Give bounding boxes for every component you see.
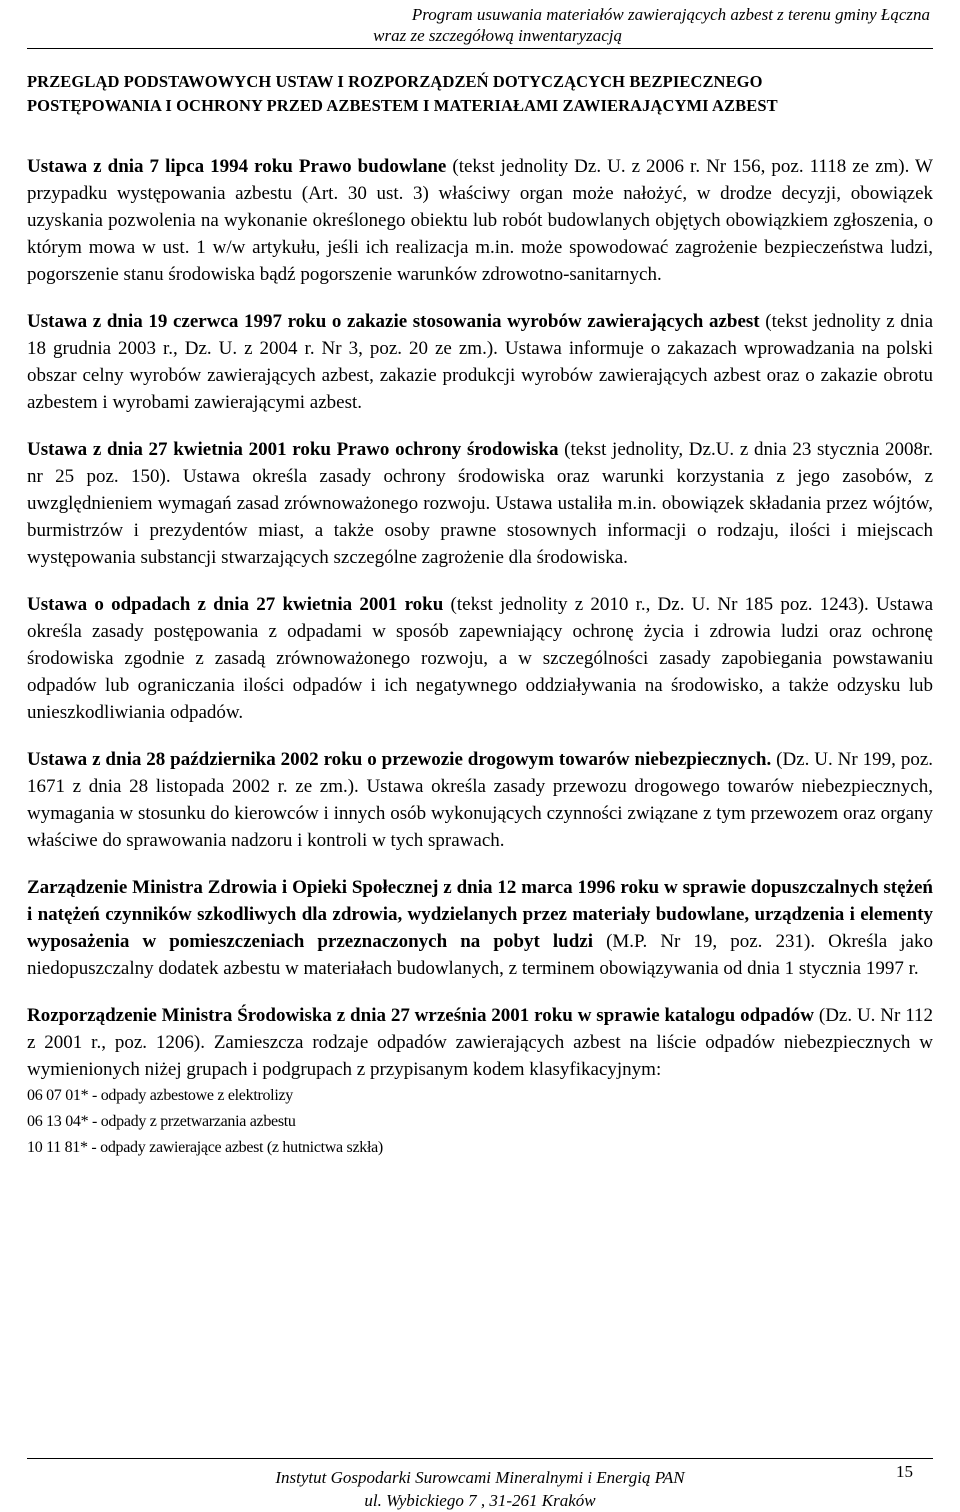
- law-heading: Rozporządzenie Ministra Środowiska z dnia 27 września 2001 roku w sprawie katalogu odpadów: [27, 1005, 815, 1026]
- law-heading: Ustawa o odpadach z dnia 27 kwietnia 2001 roku: [27, 594, 444, 615]
- title-line-1: PRZEGLĄD PODSTAWOWYCH USTAW I ROZPORZĄDZEŃ DOTYCZĄCYCH BEZPIECZNEGO: [27, 72, 763, 91]
- list-item: 06 13 04* - odpady z przetwarzania azbestu: [27, 1113, 296, 1130]
- footer-line-2: ul. Wybickiego 7 , 31-261 Kraków: [364, 1491, 596, 1510]
- header-line-2: wraz ze szczegółową inwentaryzacją: [373, 26, 622, 45]
- page-footer: [0, 1466, 960, 1512]
- law-heading: Ustawa z dnia 7 lipca 1994 roku Prawo budowlane: [27, 156, 447, 177]
- law-text: (tekst jednolity z dnia 18 grudnia 2003 r., Dz. U. z 2004 r. Nr 3, poz. 20 ze zm.). Ustawa informuje o zakazach wprowadzania na polski obszar celny wyrobów zawierających azbest, zakazie produkcji wyrobów zawierających azbest oraz o zakazie obrotu azbestem i wyrobami zawierającymi azbest.: [27, 311, 934, 413]
- law-heading: Zarządzenie Ministra Zdrowia i Opieki Społecznej z dnia 12 marca 1996 roku w sprawie dopuszczalnych stężeń i natężeń czynników szkodliwych dla zdrowia, wydzielanych przez materiały budowlane, urządzenia i elementy wyposażenia w pomieszczeniach przeznaczonych na pobyt ludzi: [27, 877, 933, 952]
- law-heading: Ustawa z dnia 27 kwietnia 2001 roku Prawo ochrony środowiska: [27, 439, 559, 460]
- law-text: (M.P. Nr 19, poz. 231). Określa jako niedopuszczalny dodatek azbestu w materiałach budowlanych, z terminem obowiązywania od dnia 1 stycznia 1997 r.: [27, 931, 933, 979]
- law-paragraph-5: [27, 746, 933, 854]
- footer-divider: [27, 1458, 933, 1459]
- list-item: 10 11 81* - odpady zawierające azbest (z hutnictwa szkła): [27, 1139, 383, 1156]
- law-paragraph-2: [27, 308, 933, 416]
- list-item: 06 07 01* - odpady azbestowe z elektrolizy: [27, 1087, 293, 1104]
- page-number: 15: [896, 1462, 913, 1481]
- document-body: [27, 153, 933, 1161]
- law-text: (tekst jednolity, Dz.U. z dnia 23 stycznia 2008r. nr 25 poz. 150). Ustawa określa zasady ochrony środowiska oraz warunki korzystania z jego zasobów, z uwzględnieniem wymagań zasad zrównoważonego rozwoju. Ustawa ustaliła m.in. obowiązek składania przez wójtów, burmistrzów i prezydentów miast, a także osoby prawne stosownych informacji o rodzaju, ilości i miejscach występowania substancji stwarzających szczególne zagrożenie dla środowiska.: [27, 439, 933, 568]
- title-line-2: POSTĘPOWANIA I OCHRONY PRZED AZBESTEM I MATERIAŁAMI ZAWIERAJĄCYMI AZBEST: [27, 96, 778, 115]
- law-heading: Ustawa z dnia 19 czerwca 1997 roku o zakazie stosowania wyrobów zawierających azbest: [27, 311, 760, 332]
- header-divider: [27, 48, 933, 49]
- page-header: [0, 4, 960, 46]
- law-paragraph-1: [27, 153, 933, 288]
- header-line-1: Program usuwania materiałów zawierających azbest z terenu gminy Łączna: [411, 5, 930, 24]
- law-heading: Ustawa z dnia 28 października 2002 roku o przewozie drogowym towarów niebezpiecznych.: [27, 749, 772, 770]
- law-paragraph-6: [27, 874, 933, 982]
- law-text: (tekst jednolity z 2010 r., Dz. U. Nr 185 poz. 1243). Ustawa określa zasady postępowania z odpadami w sposób zapewniający ochronę życia i zdrowia ludzi oraz ochronę środowiska zgodnie z zasadą zrównoważonego rozwoju, a w szczególności zasady zapobiegania powstawaniu odpadów lub ograniczania ilości odpadów i ich negatywnego oddziaływania na środowisko, a także odzysku lub unieszkodliwiania odpadów.: [27, 594, 934, 723]
- law-text: (tekst jednolity Dz. U. z 2006 r. Nr 156, poz. 1118 ze zm). W przypadku występowania azbestu (Art. 30 ust. 3) właściwy organ może nałożyć, w drodze decyzji, obowiązek uzyskania pozwolenia na wykonanie określonego obiektu lub robót budowlanych objętych obowiązkiem zgłoszenia, o którym mowa w ust. 1 w/w artykułu, jeśli ich realizacja m.in. może spowodować zagrożenie bezpieczeństwa ludzi, pogorszenie stanu środowiska bądź pogorszenie warunków zdrowotno-sanitarnych.: [27, 156, 933, 285]
- footer-line-1: Instytut Gospodarki Surowcami Mineralnymi i Energią PAN: [275, 1468, 685, 1487]
- law-text: (Dz. U. Nr 199, poz. 1671 z dnia 28 listopada 2002 r. ze zm.). Ustawa określa zasady przewozu drogowego towarów niebezpiecznych, wymagania w stosunku do kierowców i innych osób wykonujących czynności związane z tym przewozem oraz organy właściwe do sprawowania nadzoru i kontroli w tych sprawach.: [27, 749, 933, 851]
- law-paragraph-7: [27, 1002, 933, 1083]
- section-title: [27, 70, 933, 118]
- law-paragraph-3: [27, 436, 933, 571]
- waste-code-list: [27, 1083, 933, 1161]
- law-paragraph-4: [27, 591, 933, 726]
- law-text: (Dz. U. Nr 112 z 2001 r., poz. 1206). Zamieszcza rodzaje odpadów zawierających azbest na liście odpadów niebezpiecznych w wymienionych niżej grupach i podgrupach z przypisanym kodem klasyfikacyjnym:: [27, 1005, 933, 1080]
